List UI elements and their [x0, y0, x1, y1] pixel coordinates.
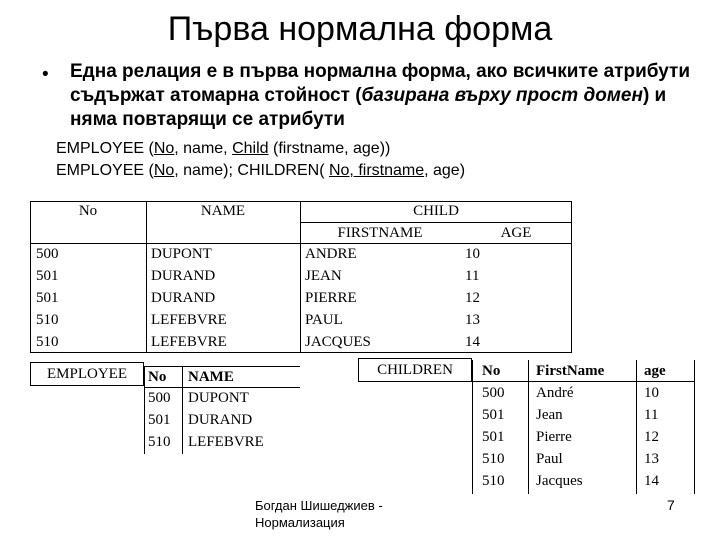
children-label: CHILDREN: [377, 362, 453, 378]
cell-firstname: PAUL: [305, 312, 343, 328]
children-cell-firstname: Paul: [536, 451, 563, 467]
employee-cell-no: 500: [148, 390, 171, 406]
children-cell-age: 13: [644, 451, 659, 467]
employee-header-no: No: [148, 369, 167, 385]
footer-line2: Нормализация: [255, 515, 345, 530]
children-firstname-column: [536, 382, 583, 492]
employee-cell-name: DUPONT: [188, 390, 249, 406]
schema1-prefix: EMPLOYEE (: [56, 140, 154, 157]
children-cell-age: 11: [644, 407, 659, 423]
footer-author: [255, 497, 383, 531]
children-right-line: [694, 360, 695, 494]
employee-label: EMPLOYEE: [47, 366, 127, 382]
children-header-firstname: FirstName: [536, 363, 605, 379]
children-cell-no: 510: [482, 473, 505, 489]
slide-title: Първа нормална форма: [167, 10, 553, 48]
header-no: No: [78, 203, 98, 219]
header-firstname: FIRSTNAME: [337, 225, 423, 241]
cell-no: 510: [36, 334, 59, 350]
page-number: 7: [667, 497, 675, 513]
children-cell-age: 10: [644, 385, 659, 401]
bullet-marker: •: [42, 64, 49, 85]
children-cell-firstname: Jean: [536, 407, 563, 423]
schema2-key: No: [153, 162, 175, 179]
schema2-prefix: EMPLOYEE (: [56, 162, 154, 179]
employee-cell-name: LEFEBVRE: [188, 434, 264, 450]
cell-no: 501: [36, 290, 59, 306]
children-cell-firstname: Pierre: [536, 429, 572, 445]
children-cell-no: 501: [482, 429, 505, 445]
employee-name-column: [188, 387, 264, 453]
cell-no: 500: [36, 246, 59, 262]
definition-italic: базирана върху прост домен: [361, 85, 643, 106]
children-cell-age: 12: [644, 429, 659, 445]
children-cell-no: 510: [482, 451, 505, 467]
age-column: [465, 243, 480, 353]
no-column: [36, 243, 59, 353]
cell-name: LEFEBVRE: [151, 334, 227, 350]
cell-age: 13: [465, 312, 480, 328]
employee-divider: [182, 366, 183, 454]
name-column: [151, 243, 227, 353]
header-name: NAME: [200, 203, 246, 219]
children-cell-no: 501: [482, 407, 505, 423]
cell-firstname: JEAN: [305, 268, 342, 284]
definition-part1: Една релация е в първа нормална форма, ако всичките атрибути съдържат атомарна стойност (: [70, 61, 691, 106]
firstname-column: [305, 243, 371, 353]
footer-line1: Богдан Шишеджиев -: [255, 498, 383, 513]
children-age-column: [644, 382, 659, 492]
children-no-column: [482, 382, 505, 492]
cell-name: DUPONT: [151, 246, 212, 262]
children-header-no: No: [482, 363, 501, 379]
schema1-key: No: [153, 140, 175, 157]
definition-part2: ) и няма повтарящи се атрибути: [70, 85, 667, 130]
cell-age: 12: [465, 290, 480, 306]
children-cell-age: 14: [644, 473, 659, 489]
employee-cell-no: 501: [148, 412, 171, 428]
cell-firstname: JACQUES: [305, 334, 371, 350]
cell-name: DURAND: [151, 290, 216, 306]
header-child: CHILD: [413, 203, 459, 219]
employee-cell-name: DURAND: [188, 412, 253, 428]
cell-firstname: ANDRE: [305, 246, 357, 262]
nested-table-divider-1: [146, 201, 147, 353]
schema-normalized: [56, 162, 465, 180]
cell-no: 510: [36, 312, 59, 328]
employee-no-column: [148, 387, 171, 453]
children-header-age: age: [644, 363, 666, 379]
employee-left-line: [144, 366, 145, 454]
children-cell-firstname: André: [536, 385, 574, 401]
employee-cell-no: 510: [148, 434, 171, 450]
schema2-mid: , name); CHILDREN(: [174, 162, 329, 179]
cell-firstname: PIERRE: [305, 290, 357, 306]
cell-no: 501: [36, 268, 59, 284]
schema1-mid: , name,: [174, 140, 233, 157]
cell-age: 14: [465, 334, 480, 350]
cell-name: DURAND: [151, 268, 216, 284]
schema1-suffix: (firstname, age)): [268, 140, 391, 157]
employee-header-name: NAME: [188, 369, 234, 385]
cell-name: LEFEBVRE: [151, 312, 227, 328]
schema-nested: [56, 140, 390, 158]
children-cell-no: 500: [482, 385, 505, 401]
cell-age: 11: [465, 268, 480, 284]
children-cell-firstname: Jacques: [536, 473, 583, 489]
schema2-key2: No, firstname: [328, 162, 425, 179]
header-age: AGE: [500, 225, 532, 241]
definition-text: [70, 60, 710, 132]
schema2-suffix: , age): [424, 162, 466, 179]
schema1-child: Child: [232, 140, 269, 157]
cell-age: 10: [465, 246, 480, 262]
